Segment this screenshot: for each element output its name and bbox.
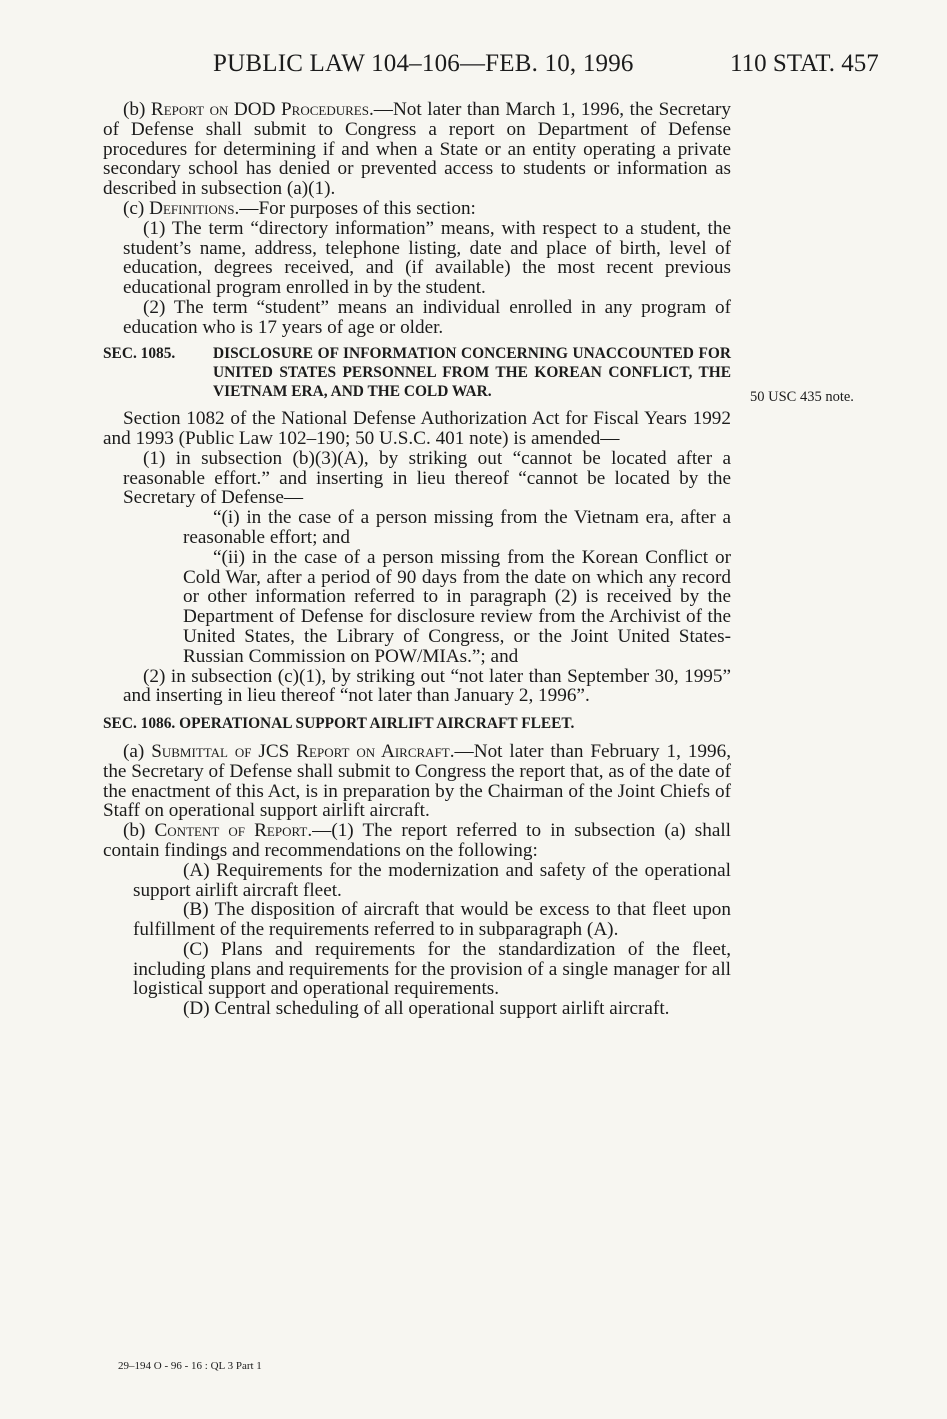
section-number: SEC. 1085. <box>103 344 176 362</box>
subparagraph: (C) Plans and requirements for the standardization of the fleet, including plans and requirements for the provision of a single manager for all logistical support and operational requirements. <box>133 938 731 1000</box>
amendment-clause: “(i) in the case of a person missing from the Vietnam era, after a reasonable effort; and <box>183 507 731 548</box>
subsection-b-content: (b) Content of Report.—(1) The report referred to in subsection (a) shall contain findings and recommendations on the following: <box>103 820 732 861</box>
section-title: DISCLOSURE OF INFORMATION CONCERNING UNACCOUNTED FOR UNITED STATES PERSONNEL FROM THE KOREAN CONFLICT, THE VIETNAM ERA, AND THE COLD WAR. <box>213 344 731 400</box>
section-1086-heading: SEC. 1086. OPERATIONAL SUPPORT AIRLIFT AIRCRAFT FLEET. <box>103 715 575 733</box>
subsection-a-submittal: (a) Submittal of JCS Report on Aircraft.—Not later than February 1, 1996, the Secretary of Defense shall submit to Congress the report that, as of the date of the enactment of this Act, is in preparation by the Chairman of the Joint Chiefs of Staff on operational support airlift aircraft. <box>103 740 731 822</box>
print-footer: 29–194 O - 96 - 16 : QL 3 Part 1 <box>118 1360 262 1372</box>
amendment-item: (1) in subsection (b)(3)(A), by striking out “cannot be located after a reasonable effort.” and inserting in lieu thereof “cannot be located by the Secretary of Defense— <box>123 447 731 509</box>
amendment-clause: “(ii) in the case of a person missing from the Korean Conflict or Cold War, after a period of 90 days from the date on which any record or other information referred to in paragraph (2) is received by the Department of Defense for disclosure review from the Archivist of the United States, the Library of Congress, or the Joint United States-Russian Commission on POW/MIAs.”; and <box>183 546 731 667</box>
margin-note: 50 USC 435 note. <box>750 389 854 405</box>
subsection-c-definitions: (c) Definitions.—For purposes of this section: <box>123 197 476 219</box>
amendment-item: (2) in subsection (c)(1), by striking out “not later than September 30, 1995” and inserting in lieu thereof “not later than January 2, 1996”. <box>123 665 731 707</box>
subparagraph: (D) Central scheduling of all operational support airlift aircraft. <box>183 998 670 1020</box>
running-header <box>0 50 947 90</box>
section-1085-heading <box>103 344 731 402</box>
subsection-b-report: (b) Report on DOD Procedures.—Not later than March 1, 1996, the Secretary of Defense shall submit to Congress a report on Department of Defense procedures for determining if and when a State or an entity operating a private secondary school has denied or prevented access to students or information as described in subsection (a)(1). <box>103 99 732 200</box>
section-intro: Section 1082 of the National Defense Authorization Act for Fiscal Years 1992 and 1993 (Public Law 102–190; 50 U.S.C. 401 note) is amended— <box>103 408 731 449</box>
subparagraph: (A) Requirements for the modernization and safety of the operational support airlift aircraft fleet. <box>133 859 731 901</box>
subsection-heading: Report on DOD Procedures <box>150 99 369 120</box>
body-text <box>103 100 731 1019</box>
subsection-heading: Content of Report <box>154 820 308 842</box>
definition-paragraph: (1) The term “directory information” means, with respect to a student, the student’s name, address, telephone listing, date and place of birth, level of education, degrees received, and (if available) the most recent previous educational program enrolled in by the student. <box>123 217 731 299</box>
header-stat-page: 110 STAT. 457 <box>730 50 879 77</box>
subsection-heading: Submittal of JCS Report on Aircraft <box>151 740 450 762</box>
subparagraph: (B) The disposition of aircraft that would be excess to that fleet upon fulfillment of the requirements referred to in subparagraph (A). <box>133 899 731 941</box>
definition-paragraph: (2) The term “student” means an individual enrolled in any program of education who is 17 years of age or older. <box>123 296 731 338</box>
header-title: PUBLIC LAW 104–106—FEB. 10, 1996 <box>213 50 634 77</box>
subsection-heading: Definitions <box>149 197 235 219</box>
